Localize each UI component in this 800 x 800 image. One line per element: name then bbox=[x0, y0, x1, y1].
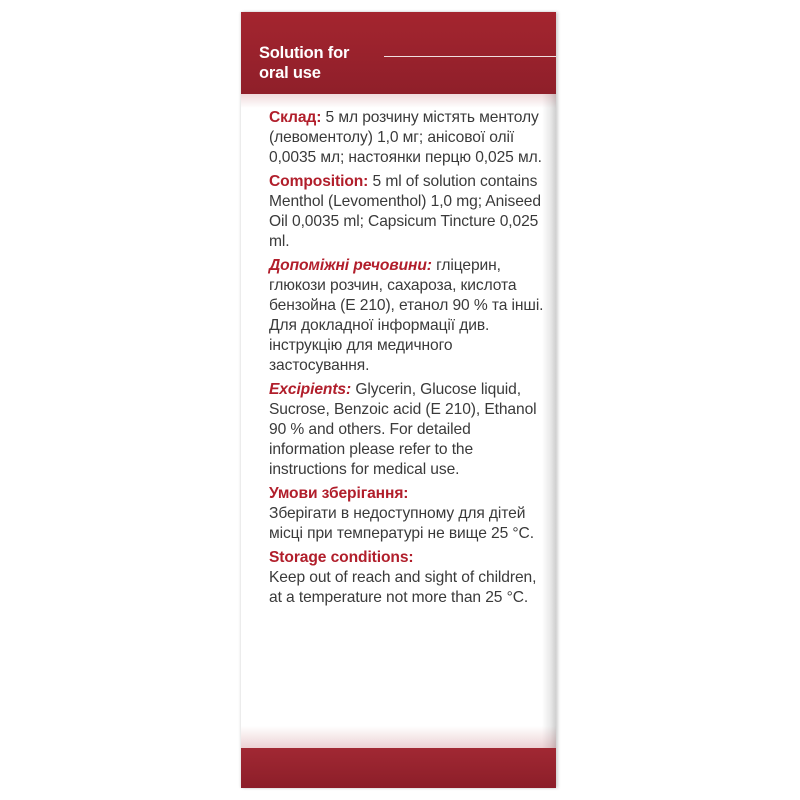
section-excipients bbox=[269, 380, 544, 480]
sklad-text: 5 мл розчину містять ментолу (левоментолу) 1,0 мг; анісової олії 0,0035 мл; настоянки перцю 0,025 мл. bbox=[269, 109, 542, 166]
umovy-label: Умови зберігання: bbox=[269, 485, 409, 502]
header-band-fade bbox=[241, 94, 556, 108]
header-divider bbox=[384, 56, 556, 57]
info-ua-text: Для докладної інформації див. інструкцію для медичного застосування. bbox=[269, 317, 490, 374]
section-composition bbox=[269, 172, 544, 252]
composition-label: Composition: bbox=[269, 173, 369, 190]
section-sklad bbox=[269, 108, 544, 168]
section-umovy bbox=[269, 484, 544, 544]
umovy-text: Зберігати в недоступному для дітей місці при температурі не вище 25 °С. bbox=[269, 505, 534, 542]
footer-band-fade bbox=[241, 726, 556, 748]
excipients-label: Excipients: bbox=[269, 381, 352, 398]
storage-label: Storage conditions: bbox=[269, 549, 414, 566]
dopomizhni-label: Допоміжні речовини: bbox=[269, 257, 432, 274]
label-text bbox=[269, 108, 544, 612]
storage-text: Keep out of reach and sight of children, at a temperature not more than 25 °С. bbox=[269, 569, 537, 606]
footer-band bbox=[241, 748, 556, 788]
header-title: Solution for oral use bbox=[259, 44, 350, 82]
section-storage bbox=[269, 548, 544, 608]
dopomizhni-text: гліцерин, глюкози розчин, сахароза, кислота бензойна (Е 210), етанол 90 % та інші. bbox=[269, 257, 544, 314]
header-band bbox=[241, 12, 556, 94]
sklad-label: Склад: bbox=[269, 109, 322, 126]
composition-text: 5 ml of solution contains Menthol (Levomenthol) 1,0 mg; Aniseed Oil 0,0035 ml; Capsicum Tincture 0,025 ml. bbox=[269, 173, 541, 250]
medicine-box-panel bbox=[241, 12, 556, 788]
section-info-ua bbox=[269, 316, 544, 376]
excipients-text: Glycerin, Glucose liquid, Sucrose, Benzoic acid (E 210), Ethanol 90 % and others. For detailed information please refer to the instructions for medical use. bbox=[269, 381, 537, 478]
box-side-shading bbox=[542, 12, 556, 788]
section-dopomizhni bbox=[269, 256, 544, 316]
